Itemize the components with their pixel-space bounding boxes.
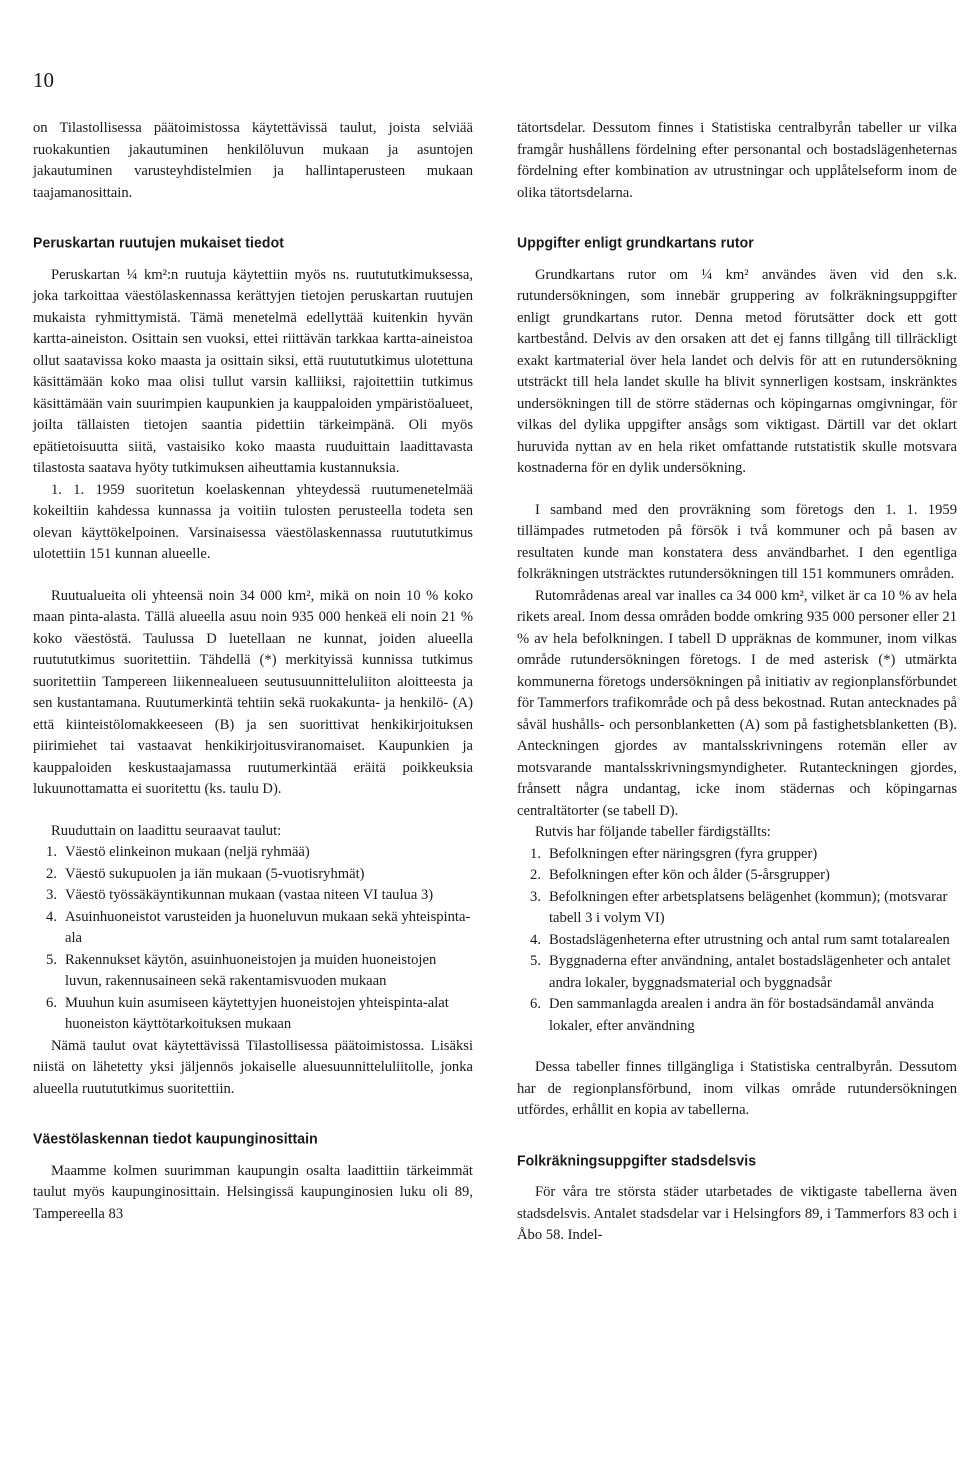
- right-list-intro: Rutvis har följande tabeller färdigställts:: [535, 824, 771, 840]
- left-grid-heading: Peruskartan ruutujen mukaiset tiedot: [33, 233, 284, 251]
- right-city-paragraph: För våra tre största städer utarbetades de viktigaste tabellerna även stadsdelsvis. Antalet stadsdelar var i Helsingfors 89, i Tammerfors 83 och i Åbo 58. Indel-: [517, 1184, 957, 1243]
- list-item: 4. Bostadslägenheterna efter utrustning och antal rum samt totalarealen: [530, 931, 950, 948]
- list-item: 1. Befolkningen efter näringsgren (fyra grupper): [530, 845, 818, 862]
- right-grid-paragraph-3: Rutområdenas areal var inalles ca 34 000 km², vilket är ca 10 % av hela rikets areal. Inom dessa områden bodde omkring 935 000 personer eller 21 % av hela befolkningen. I tabell D uppräknas de kommuner, inom vilkas område rutundersökningen företogs. I de med asterisk (*) utmärkta kommunerna företogs undersökningen på initiativ av regionplansförbundet för Tammerfors trafikområde och på dess bekostnad. Rutan antecknades på såväl hushålls- och personblanketten (A) som på fastighetsblanketten (B). Anteckningen gjordes av mantalsskrivningens rotemän eller av motsvarande mantalsskrivningsmyndigheter. Rutanteckningen gjordes, frånsett några undantag, icke inom städernas och köpingarnas centraltätorter (se tabell D).: [517, 587, 957, 819]
- list-item: 3. Befolkningen efter arbetsplatsens belägenhet (kommun); (motsvarar tabell 3 i volym VI): [530, 888, 948, 926]
- left-grid-paragraph-3: Ruutualueita oli yhteensä noin 34 000 km², mikä on noin 10 % koko maan pinta-alasta. Tällä alueella asuu noin 935 000 henkeä eli noin 21 % koko väestöstä. Taulussa D luetellaan ne kunnat, joiden alueella ruutututkimus suoritettiin. Tähdellä (*) merkityissä kunnissa tutkimus suoritettiin Tampereen liikennealueen seutusuunnitteluliiton aloitteesta ja sen kustantamana. Ruutumerkintä tehtiin sekä ruokakunta- ja henkilö- (A) että kiinteistölomakkeeseen (B) ja sen suorittivat henkikirjoituksen piirimiehet tai vastaavat henkikirjoitusviranomaiset. Kaupunkien ja kauppaloiden keskustaajamassa ruutumerkintää eräitä poikkeuksia lukuunottamatta ei suoritettu (ks. taulu D).: [33, 587, 473, 797]
- right-intro-paragraph: tätortsdelar. Dessutom finnes i Statistiska centralbyrån tabeller ur vilka framgår hushållens fördelning efter personantal och bostadslägenheternas fördelning efter kombination av utrustningar och upplåtelseform inom de olika tätortsdelarna.: [517, 120, 957, 201]
- right-grid-paragraph-1: Grundkartans rutor om ¼ km² användes även vid den s.k. rutundersökningen, som innebär gruppering av folkräkningsuppgifter enligt grundkartans rutor. Denna metod förutsätter dock ett gott kartbestånd. Delvis av den orsaken att det ej fanns tillgång till tillräckligt exakt kartmaterial över hela landet och delvis för att en rutundersökning utsträckt till hela landet skulle ha blivit synnerligen kostsam, inskränktes undersökningen till de större städernas och köpingarnas omgivningar, för vilkas del dylika uppgifter ansågs som viktigast. Därtill var det oklart huruvida nyttan av en hela riket omfattande rutstatistik skulle motsvara kostnaderna för en dylik undersökning.: [517, 266, 957, 476]
- left-city-heading: Väestölaskennan tiedot kaupunginosittain: [33, 1129, 318, 1147]
- page-number: 10: [33, 68, 54, 92]
- list-item: 5. Rakennukset käytön, asuinhuoneistojen ja muiden huoneistojen luvun, rakennusaineen sekä rakentamisvuoden mukaan: [46, 951, 437, 989]
- left-grid-paragraph-1: Peruskartan ¼ km²:n ruutuja käytettiin myös ns. ruutututkimuksessa, joka tarkoittaa väestölaskennassa kerättyjen tietojen peruskartan ruutujen mukaista ryhmittymistä. Tämä menetelmä edellyttää kuitenkin hyvän kartta-aineiston. Osittain sen vuoksi, ettei riittävän tarkkaa kartta-aineistoa ollut saatavissa koko maasta ja osittain siksi, että ruutututkimus ulotettuna käsittämään koko maa olisi tullut varsin kalliiksi, rajoitettiin tutkimus käsittämään vain suurimpien kaupunkien ja kauppaloiden ympäristöalueet, joilta tällaisten tietojen saantia pidettiin tärkeimpänä. Oli myös epätietoisuutta siitä, vastaisiko koko maasta ruuduittain laadittavasta tilastosta saatava hyöty tutkimuksen aiheuttamia kustannuksia.: [33, 266, 473, 476]
- list-item: 1. Väestö elinkeinon mukaan (neljä ryhmää): [46, 844, 310, 860]
- right-grid-heading: Uppgifter enligt grundkartans rutor: [517, 233, 754, 251]
- right-grid-paragraph-2: I samband med den provräkning som företogs den 1. 1. 1959 tillämpades rutmetoden på försök i två kommuner och på basen av resultaten kunde man konstatera dess användbarhet. I den egentliga folkräkningen utsträcktes rutundersökningen till 151 kommuners områden.: [517, 501, 957, 582]
- list-item: 6. Muuhun kuin asumiseen käytettyjen huoneistojen yhteispinta-alat huoneiston käyttötarkoituksen mukaan: [46, 994, 449, 1032]
- left-table-list: [33, 842, 473, 1036]
- right-city-heading: Folkräkningsuppgifter stadsdelsvis: [517, 1150, 757, 1169]
- list-item: 3. Väestö työssäkäyntikunnan mukaan (vastaa niteen VI taulua 3): [46, 887, 434, 903]
- left-list-intro: Ruuduttain on laadittu seuraavat taulut:: [51, 822, 282, 839]
- list-item: 5. Byggnaderna efter användning, antalet bostadslägenheter och antalet andra lokaler, byggnadsmaterial och byggnadsår: [530, 953, 951, 991]
- list-item: 2. Väestö sukupuolen ja iän mukaan (5-vuotisryhmät): [46, 865, 365, 882]
- list-item: 4. Asuinhuoneistot varusteiden ja huoneluvun mukaan sekä yhteispinta-ala: [46, 908, 471, 946]
- left-city-paragraph: Maamme kolmen suurimman kaupungin osalta laadittiin tärkeimmät taulut myös kaupunginosittain. Helsingissä kaupunginosien luku oli 89, Tampereella 83: [33, 1162, 473, 1222]
- list-item: 6. Den sammanlagda arealen i andra än för bostadsändamål använda lokaler, efter användning: [530, 996, 934, 1034]
- left-grid-paragraph-2: 1. 1. 1959 suoritetun koelaskennan yhteydessä ruutumenetelmää kokeiltiin kahdessa kunnassa ja voitiin tulosten perusteella todeta sen olevan käyttökelpoinen. Varsinaisessa väestölaskennassa ruutututkimus ulotettiin 151 kunnan alueelle.: [33, 481, 473, 562]
- finnish-column: [33, 118, 473, 1225]
- left-intro-paragraph: on Tilastollisessa päätoimistossa käytettävissä taulut, joista selviää ruokakuntien jakautuminen henkilöluvun mukaan ja asuntojen jakautuminen varusteyhdistelmien ja hallintaperusteen mukaan taajamanosittain.: [33, 120, 473, 201]
- list-item: 2. Befolkningen efter kön och ålder (5-årsgrupper): [530, 867, 830, 883]
- right-table-list: [517, 844, 957, 1038]
- left-availability-paragraph: Nämä taulut ovat käytettävissä Tilastollisessa päätoimistossa. Lisäksi niistä on lähetetty yksi jäljennös jokaiselle aluesuunnitteluliitolle, jonka alueella ruutututkimus suoritettiin.: [33, 1037, 473, 1097]
- swedish-column: [517, 118, 957, 1247]
- right-availability-paragraph: Dessa tabeller finnes tillgängliga i Statistiska centralbyrån. Dessutom har de regionplansförbund, inom vilkas område rutundersökningen utfördes, erhållit en kopia av tabellerna.: [517, 1059, 957, 1118]
